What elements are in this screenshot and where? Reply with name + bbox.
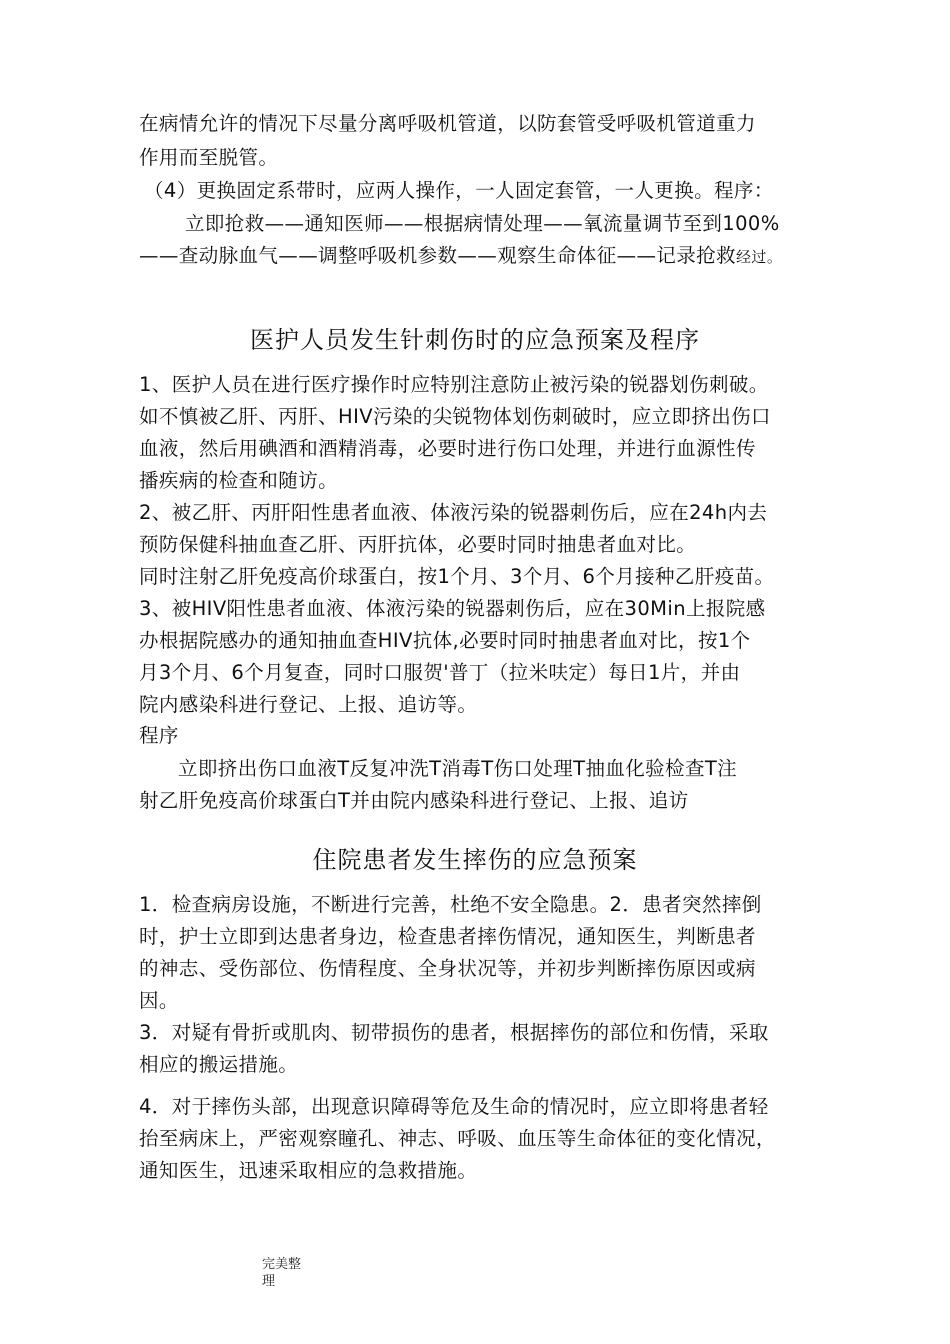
text-line: 时，护士立即到达患者身边，检查患者摔伤情况，通知医生，判断患者 [139,925,756,948]
text-line: 同时注射乙肝免疫高价球蛋白，按1个月、3个月、6个月接种乙肝疫苗。 [139,565,775,588]
text-line: 3．对疑有骨折或肌肉、韧带损伤的患者，根据摔伤的部位和伤情，采取 [139,1021,769,1044]
text-line: 立即挤出伤口血液T反复冲洗T消毒T伤口处理T抽血化验检查T注 [178,757,738,780]
text-line: 预防保健科抽血查乙肝、丙肝抗体，必要时同时抽患者血对比。 [139,533,697,556]
text-line: 1、医护人员在进行医疗操作时应特别注意防止被污染的锐器划伤刺破。 [139,373,769,396]
text-line [139,244,782,269]
text-line: 相应的搬运措施。 [139,1053,299,1076]
text-line: 办根据院感办的通知抽血查HIV抗体,必要时同时抽患者血对比，按1个 [139,629,751,652]
section-title: 住院患者发生摔伤的应急预案 [312,846,638,874]
text-line: 射乙肝免疫高价球蛋白T并由院内感染科进行登记、上报、追访 [139,789,689,812]
text-line: （4）更换固定系带时，应两人操作，一人固定套管，一人更换。程序： [144,179,774,202]
text-line: 程序 [139,724,179,747]
text-line: 抬至病床上，严密观察瞳孔、神志、呼吸、血压等生命体征的变化情况， [139,1127,776,1150]
text-line: 1．检查病房设施，不断进行完善，杜绝不安全隐患。2．患者突然摔倒 [139,893,762,916]
text-line: 通知医生，迅速采取相应的急救措施。 [139,1159,478,1182]
footer-text: 理 [262,1274,276,1289]
text-line: 4．对于摔伤头部，出现意识障碍等危及生命的情况时，应立即将患者轻 [139,1095,769,1118]
footer-text: 完美整 [262,1257,302,1272]
text-span: ——查动脉血气——调整呼吸机参数——观察生命体征——记录抢救 [139,244,737,267]
text-line: 院内感染科进行登记、上报、追访等。 [139,693,478,716]
section-title: 医护人员发生针刺伤时的应急预案及程序 [250,326,700,354]
text-span: 经过。 [736,248,783,266]
text-line: 在病情允许的情况下尽量分离呼吸机管道，以防套管受呼吸机管道重力 [139,112,756,135]
text-line: 的神志、受伤部位、伤情程度、全身状况等，并初步判断摔伤原因或病 [139,957,756,980]
text-line: 如不慎被乙肝、丙肝、HIV污染的尖锐物体划伤刺破时，应立即挤出伤口 [139,405,771,428]
text-line: 立即抢救——通知医师——根据病情处理——氧流量调节至到100% [185,212,780,235]
text-line: 血液，然后用碘酒和酒精消毒，必要时进行伤口处理，并进行血源性传 [139,437,756,460]
text-line: 月3个月、6个月复查，同时口服贺'普丁（拉米呋定）每日1片，并由 [139,661,741,684]
text-line: 3、被HIV阳性患者血液、体液污染的锐器刺伤后，应在30Min上报院感 [139,597,766,620]
text-line: 因。 [139,989,179,1012]
text-line: 作用而至脱管。 [139,146,279,169]
text-line: 2、被乙肝、丙肝阳性患者血液、体液污染的锐器刺伤后，应在24h内去 [139,501,768,524]
text-line: 播疾病的检查和随访。 [139,469,339,492]
